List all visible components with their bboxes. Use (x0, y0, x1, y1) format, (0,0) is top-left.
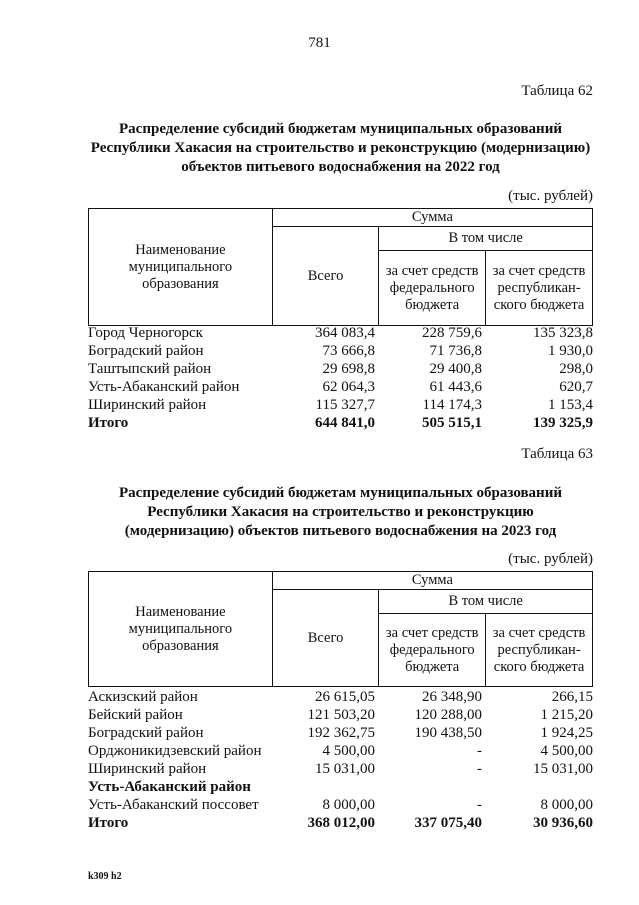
row-republic: 1 924,25 (540, 725, 593, 741)
header-total: Всего (272, 590, 378, 687)
row-total (272, 778, 379, 796)
table-row (88, 378, 593, 396)
table-row (88, 396, 593, 414)
row-republic (486, 778, 593, 796)
table-row (88, 706, 593, 724)
page-number: 781 (308, 35, 331, 51)
row-federal: 29 400,8 (429, 361, 482, 377)
row-federal: - (477, 761, 482, 777)
title-line: объектов питьевого водоснабжения на 2022 год (181, 159, 500, 175)
header-republic: за счет средств республикан-ского бюджета (486, 614, 593, 687)
footer-code: k309 h2 (88, 871, 122, 882)
table-row (88, 724, 593, 742)
title-line: Республики Хакасия на строительство и реконструкцию (модернизацию) (90, 140, 591, 156)
header-federal: за счет средств федерального бюджета (379, 251, 486, 326)
row-total: 15 031,00 (315, 761, 375, 777)
table-63-title (88, 484, 593, 541)
row-republic: 1 930,0 (548, 343, 593, 359)
table-row (88, 796, 593, 814)
row-republic: 620,7 (559, 379, 593, 395)
row-name: Итого (88, 415, 129, 431)
table-63-units: (тыс. рублей) (508, 551, 593, 567)
table-63-body (88, 688, 593, 832)
header-including: В том числе (379, 590, 593, 614)
table-row (88, 760, 593, 778)
row-total: 26 615,05 (315, 689, 375, 705)
table-row-total (88, 414, 593, 432)
table-62-body (88, 324, 593, 432)
row-total: 62 064,3 (322, 379, 375, 395)
row-federal: 505 515,1 (422, 415, 482, 431)
header-including: В том числе (379, 227, 593, 251)
header-sum: Сумма (272, 209, 592, 227)
row-name: Усть-Абаканский район (88, 379, 240, 395)
header-sum: Сумма (272, 572, 592, 590)
row-federal: 120 288,00 (414, 707, 482, 723)
header-federal: за счет средств федерального бюджета (379, 614, 486, 687)
row-federal (379, 778, 486, 796)
row-republic: 4 500,00 (540, 743, 593, 759)
row-federal: - (477, 743, 482, 759)
row-total: 73 666,8 (322, 343, 375, 359)
row-federal: 228 759,6 (422, 325, 482, 341)
row-name: Усть-Абаканский поссовет (88, 797, 259, 813)
row-total: 121 503,20 (307, 707, 375, 723)
table-63-label: Таблица 63 (521, 446, 593, 462)
title-line: (модернизацию) объектов питьевого водоснабжения на 2023 год (124, 523, 557, 539)
table-row (88, 742, 593, 760)
table-row-total (88, 814, 593, 832)
row-federal: 337 075,40 (414, 815, 482, 831)
header-name-column: Наименование муниципального образования (89, 572, 273, 687)
row-total: 368 012,00 (307, 815, 375, 831)
row-republic: 298,0 (559, 361, 593, 377)
title-line: Распределение субсидий бюджетам муниципальных образований (119, 485, 562, 501)
row-federal: 71 736,8 (429, 343, 482, 359)
row-republic: 139 325,9 (533, 415, 593, 431)
header-total: Всего (272, 227, 378, 326)
row-federal: 61 443,6 (429, 379, 482, 395)
table-row-group-heading (88, 778, 593, 796)
row-republic: 135 323,8 (533, 325, 593, 341)
row-federal: 26 348,90 (422, 689, 482, 705)
title-line: Республики Хакасия на строительство и реконструкцию (147, 504, 534, 520)
row-name: Боградский район (88, 343, 204, 359)
row-name: Аскизский район (88, 689, 198, 705)
row-federal: 190 438,50 (414, 725, 482, 741)
row-total: 4 500,00 (322, 743, 375, 759)
row-republic: 1 215,20 (540, 707, 593, 723)
row-total: 364 083,4 (315, 325, 375, 341)
title-line: Распределение субсидий бюджетам муниципальных образований (119, 121, 562, 137)
table-row (88, 360, 593, 378)
table-62-title (88, 120, 593, 177)
row-name: Орджоникидзевский район (88, 743, 262, 759)
row-total: 8 000,00 (322, 797, 375, 813)
row-federal: - (477, 797, 482, 813)
row-total: 644 841,0 (315, 415, 375, 431)
row-republic: 30 936,60 (533, 815, 593, 831)
table-62-units: (тыс. рублей) (508, 188, 593, 204)
header-name-column: Наименование муниципального образования (89, 209, 273, 326)
table-row (88, 688, 593, 706)
row-name: Таштыпский район (88, 361, 212, 377)
header-republic: за счет средств республикан-ского бюджета (486, 251, 593, 326)
row-federal: 114 174,3 (422, 397, 482, 413)
row-name: Бейский район (88, 707, 183, 723)
row-total: 192 362,75 (307, 725, 375, 741)
row-name: Боградский район (88, 725, 204, 741)
table-62-label: Таблица 62 (521, 83, 593, 99)
row-republic: 1 153,4 (548, 397, 593, 413)
row-name: Ширинский район (88, 397, 207, 413)
row-name: Усть-Абаканский район (88, 779, 251, 795)
row-total: 115 327,7 (315, 397, 375, 413)
row-republic: 8 000,00 (540, 797, 593, 813)
row-name: Город Черногорск (88, 325, 203, 341)
table-row (88, 324, 593, 342)
row-total: 29 698,8 (322, 361, 375, 377)
table-row (88, 342, 593, 360)
table-62-header (88, 208, 593, 326)
row-name: Итого (88, 815, 129, 831)
row-name: Ширинский район (88, 761, 207, 777)
table-63-header (88, 571, 593, 687)
row-republic: 15 031,00 (533, 761, 593, 777)
row-republic: 266,15 (551, 689, 593, 705)
